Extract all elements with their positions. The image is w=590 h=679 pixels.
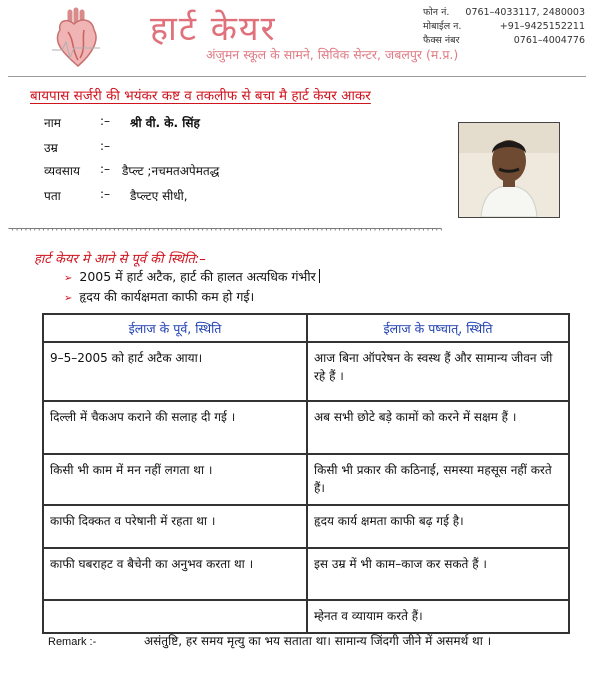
table-row — [43, 548, 569, 600]
text-cursor — [319, 269, 320, 283]
condition-point-text: 2005 में हार्ट अटैक, हार्ट की हालत अत्यधिक गंभीर — [79, 269, 316, 284]
arrow-bullet-icon: ➢ — [64, 293, 73, 304]
phone-label: फोन नं. — [423, 7, 450, 18]
phone-row — [423, 6, 585, 20]
mobile-value: +91–9425152211 — [499, 21, 585, 32]
before-condition-heading: हार्ट केयर मे आने से पूर्व की स्थिति:– — [34, 252, 206, 267]
after-cell: किसी भी प्रकार की कठिनाई, समस्या महसूस नहीं करते हैं। — [307, 454, 569, 505]
after-cell: म्हेनत व व्यायाम करते हैं। — [307, 600, 569, 633]
after-cell: अब सभी छोटे बड़े कामों को करने में सक्षम हैं । — [307, 401, 569, 454]
name-separator: :– — [100, 114, 111, 128]
occupation-label: व्यवसाय — [44, 164, 80, 178]
name-value: श्री वी. के. सिंह — [130, 116, 200, 130]
address-label: पता — [44, 189, 61, 203]
phone-value: 0761–4033117, 2480003 — [465, 7, 585, 18]
occupation-value: डैप्ल्ट ;नचमतअपेमतद्ध — [122, 164, 220, 178]
section-divider: ¬¬¬¬¬¬¬¬¬¬¬¬¬¬¬¬¬¬¬¬¬¬¬¬¬¬¬¬¬¬¬¬¬¬¬¬¬¬¬¬¬¬¬¬¬¬¬¬¬¬¬¬¬¬¬¬¬¬¬¬¬¬¬¬¬¬¬¬¬¬¬¬¬¬¬¬¬¬¬¬¬¬¬¬¬¬¬¬¬¬¬¬¬¬¬¬¬¬ — [8, 225, 442, 235]
comparison-table — [42, 313, 570, 634]
age-label: उम्र — [44, 141, 58, 155]
table-header-row — [43, 314, 569, 342]
before-cell: किसी भी काम में मन नहीं लगता था । — [43, 454, 307, 505]
before-cell: काफी दिक्कत व परेषानी में रहता था । — [43, 505, 307, 548]
address-value: डैप्ल्टए सीधी, — [130, 189, 188, 203]
before-cell: 9–5–2005 को हार्ट अटैक आया। — [43, 342, 307, 401]
condition-point — [64, 268, 320, 285]
table-row — [43, 600, 569, 633]
organization-address: अंजुमन स्कूल के सामने, सिविक सेन्टर, जबलपुर (म.प्र.) — [206, 47, 459, 62]
fax-label: फैक्स नंबर — [423, 35, 460, 46]
mobile-label: मोबाईल न. — [423, 21, 462, 32]
arrow-bullet-icon: ➢ — [64, 273, 73, 284]
before-cell — [43, 600, 307, 633]
before-treatment-header: ईलाज के पूर्व, स्थिति — [43, 314, 307, 342]
heart-logo-icon — [40, 6, 112, 72]
after-cell: इस उम्र में भी काम–काज कर सकते हैं । — [307, 548, 569, 600]
address-separator: :– — [100, 187, 111, 201]
testimonial-headline: बायपास सर्जरी की भयंकर कष्ट व तकलीफ से बचा मै हार्ट केयर आकर — [30, 88, 371, 104]
table-row — [43, 505, 569, 548]
table-row — [43, 342, 569, 401]
table-row — [43, 401, 569, 454]
organization-name: हार्ट केयर — [150, 9, 277, 49]
after-cell: आज बिना ऑपरेषन के स्वस्थ हैं और सामान्य जीवन जी रहे हैं । — [307, 342, 569, 401]
after-treatment-header: ईलाज के पष्चात्, स्थिति — [307, 314, 569, 342]
name-label: नाम — [44, 116, 61, 130]
after-cell: हृदय कार्य क्षमता काफी बढ़ गई है। — [307, 505, 569, 548]
fax-value: 0761–4004776 — [513, 35, 585, 46]
contact-block — [423, 6, 585, 48]
condition-point — [64, 288, 254, 305]
occupation-separator: :– — [100, 162, 111, 176]
condition-point-text: हृदय की कार्यक्षमता काफी कम हो गई। — [79, 289, 255, 304]
patient-photo — [458, 122, 560, 218]
age-separator: :– — [100, 139, 111, 153]
remark-text: असंतुष्टि, हर समय मृत्यु का भय सताता था। सामान्य जिंदगी जीने में असमर्थ था । — [144, 634, 492, 648]
before-cell: दिल्ली में चैकअप कराने की सलाह दी गई । — [43, 401, 307, 454]
table-row — [43, 454, 569, 505]
remark-label: Remark :- — [48, 636, 97, 648]
mobile-row — [423, 20, 585, 34]
before-cell: काफी घबराहट व बैचेनी का अनुभव करता था । — [43, 548, 307, 600]
header-divider — [8, 76, 586, 77]
fax-row — [423, 34, 585, 48]
